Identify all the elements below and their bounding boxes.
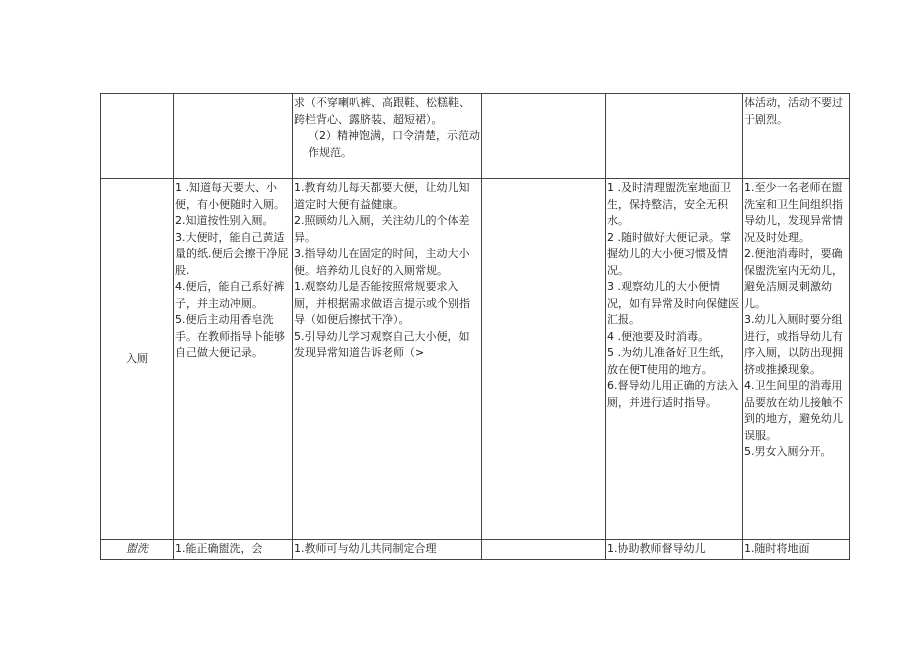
cell-safety-notes: 1.随时将地面	[743, 540, 850, 560]
text-line: 5.男女入厕分开。	[744, 445, 832, 458]
text-line: 4 .便池要及时消毒。	[607, 329, 709, 343]
text-line: 5 .为幼儿准备好卫生纸，放在便T使用的地方。	[607, 346, 731, 376]
cell-goals-empty	[174, 94, 293, 179]
text-line: 1 .及时清理盥洗室地面卫生，保持整洁，安全无积水。	[607, 181, 731, 227]
table-row-continued	[101, 94, 850, 179]
routine-table	[100, 93, 850, 560]
table-row-wash	[101, 540, 850, 560]
table-row-toilet	[101, 179, 850, 540]
text-line: 1.至少一名老师在盥洗室和卫生间组织指导幼儿，发现异常情况及时处理。	[744, 181, 843, 244]
text-line: 5.便后主动用香皂洗手。在教师指导卜能够自己做大便记录。	[175, 313, 285, 359]
cell-category-empty	[101, 94, 174, 179]
cell-empty	[482, 94, 606, 179]
cell-category-wash: 盥洗	[101, 540, 174, 560]
text-line: 2.便池消毒时，要确保盥洗室内无幼儿，避免洁厕灵刺激幼儿。	[744, 247, 843, 310]
text-line: 2.照顾幼儿入厕，关注幼儿的个体差异。	[294, 214, 470, 244]
cell-child-goals	[174, 179, 293, 540]
cell-empty	[606, 94, 743, 179]
text-line: 5.引导幼儿学习观察自己大小便，如发现异常知道告诉老师（>	[294, 329, 470, 359]
cell-caregiver-duties: 1.协助教师督导幼儿	[606, 540, 743, 560]
text-line: 6.督导幼儿用正确的方法入厕，并进行适时指导。	[607, 379, 739, 409]
cell-empty	[482, 540, 606, 560]
text-line: 2.知道按性别入厕。	[175, 214, 274, 227]
cell-child-goals: 1.能正确盥洗，会	[174, 540, 293, 560]
text-line: 2 .随时做好大便记录。掌握幼儿的大小便习惯及情况。	[607, 230, 731, 277]
text-line: 4.卫生间里的消毒用品要放在幼儿接触不到的地方，避免幼儿误服。	[744, 379, 843, 442]
cell-safety-notes	[743, 179, 850, 540]
cell-caregiver-duties	[606, 179, 743, 540]
text-line: 3 .观察幼儿的大小便情况，如有异常及时向保健医汇报。	[607, 280, 739, 326]
text-line: 3.幼儿入厕时要分组进行，或指导幼儿有序入厕，以防出现拥挤或推搡现象。	[744, 313, 843, 376]
cell-teacher-guidance	[293, 179, 482, 540]
text-line: 体活动，活动不要过于剧烈。	[744, 96, 843, 126]
text-line: 3.指导幼儿在固定的时间，主动大小便。培养幼儿良好的入厕常规。	[294, 247, 470, 277]
cell-category-toilet: 入厕	[101, 179, 174, 540]
text-line: 3.大便时，能自己黄适量的纸.便后会擦干净屁股.	[175, 230, 289, 277]
text-line: 4.便后，能自己系好裤子，并主动冲厕。	[175, 280, 285, 310]
cell-teacher-requirements	[293, 94, 482, 179]
text-line: 求（不穿喇叭裤、高跟鞋、松糕鞋、跨栏背心、露脐装、超短裙）。	[294, 96, 470, 126]
cell-teacher-guidance: 1.教师可与幼儿共同制定合理	[293, 540, 482, 560]
text-line: （2）精神饱满，口令清楚，示范动作规范。	[308, 129, 480, 159]
cell-empty	[482, 179, 606, 540]
cell-safety-notes	[743, 94, 850, 179]
text-line: 1.观察幼儿是否能按照常规要求入厕，并根据需求做语言提示或个别指导（如便后擦拭干净）。	[294, 280, 470, 326]
text-line: 1 .知道每天要大、小便，有小便随时入厕。	[175, 181, 285, 211]
text-line: 1.教育幼儿每天都要大便，让幼儿知道定时大便有益健康。	[294, 181, 470, 211]
